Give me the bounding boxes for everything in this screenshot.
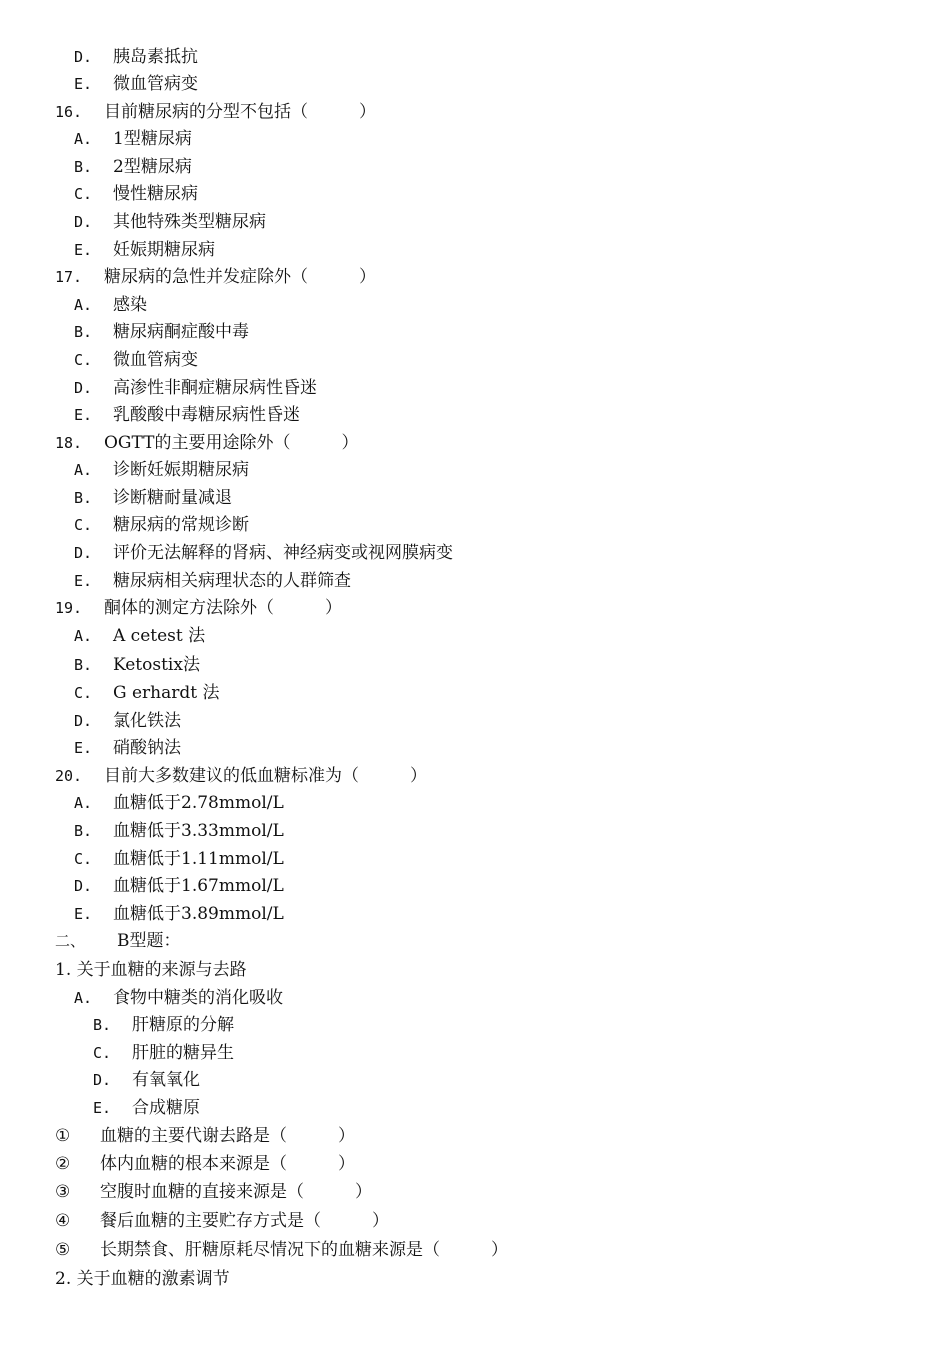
- option-marker: C.: [74, 516, 93, 534]
- option-marker: D.: [74, 877, 93, 895]
- option-line: [74, 128, 192, 150]
- sub-question-line: [55, 1181, 372, 1203]
- option-text: 硝酸钠法: [113, 738, 181, 758]
- option-text: 血糖低于3.89mmol/L: [113, 904, 284, 924]
- option-text: 血糖低于2.78mmol/L: [113, 793, 284, 813]
- option-text: 血糖低于1.67mmol/L: [113, 876, 284, 896]
- question-number: 20.: [55, 767, 83, 785]
- option-text: A cetest 法: [113, 626, 206, 646]
- question-line: [55, 765, 427, 787]
- option-line: [74, 404, 300, 426]
- question-number: 19.: [55, 599, 83, 617]
- option-text: 血糖低于1.11mmol/L: [113, 849, 284, 869]
- option-text: 氯化铁法: [113, 711, 181, 731]
- option-line: [74, 570, 351, 592]
- option-marker: E.: [74, 241, 93, 259]
- option-marker: A.: [74, 627, 93, 645]
- option-text: 糖尿病的常规诊断: [113, 515, 249, 535]
- option-text: Ketostix法: [113, 655, 200, 675]
- option-line: [74, 459, 249, 481]
- option-line: [74, 654, 200, 676]
- option-text: 胰岛素抵抗: [113, 47, 198, 67]
- question-line: [55, 597, 342, 619]
- option-line: [74, 349, 198, 371]
- question-number: 18.: [55, 434, 83, 452]
- option-marker: B.: [74, 822, 93, 840]
- sub-question-marker: ②: [55, 1154, 71, 1174]
- question-text: 目前大多数建议的低血糖标准为（ ）: [104, 766, 427, 786]
- sub-question-line: [55, 1239, 508, 1261]
- option-text: 诊断糖耐量减退: [113, 488, 232, 508]
- option-marker: A.: [74, 461, 93, 479]
- option-line: [74, 73, 198, 95]
- question-line: [55, 101, 376, 123]
- option-marker: B.: [74, 323, 93, 341]
- option-marker: A.: [74, 296, 93, 314]
- question-line: [55, 266, 376, 288]
- option-marker: A.: [74, 130, 93, 148]
- option-line: [93, 1097, 200, 1119]
- sub-question-line: [55, 1153, 355, 1175]
- option-marker: D.: [74, 544, 93, 562]
- option-marker: A.: [74, 794, 93, 812]
- option-text: 乳酸酸中毒糖尿病性昏迷: [113, 405, 300, 425]
- option-text: 1型糖尿病: [113, 129, 192, 149]
- option-text: 食物中糖类的消化吸收: [113, 988, 283, 1008]
- option-line: [93, 1042, 234, 1064]
- option-text: 合成糖原: [132, 1098, 200, 1118]
- section-heading: [55, 930, 181, 952]
- option-text: 微血管病变: [113, 74, 198, 94]
- option-text: 妊娠期糖尿病: [113, 240, 215, 260]
- sub-question-line: [55, 1210, 389, 1232]
- option-text: 其他特殊类型糖尿病: [113, 212, 266, 232]
- option-line: [74, 294, 147, 316]
- option-line: [74, 156, 192, 178]
- option-line: [74, 737, 181, 759]
- option-marker: B.: [74, 656, 93, 674]
- option-line: [93, 1014, 234, 1036]
- option-line: [74, 514, 249, 536]
- sub-question-text: 餐后血糖的主要贮存方式是（ ）: [100, 1211, 389, 1231]
- option-marker: D.: [74, 379, 93, 397]
- option-marker: C.: [74, 684, 93, 702]
- option-marker: E.: [74, 572, 93, 590]
- option-marker: E.: [74, 905, 93, 923]
- option-line: [74, 183, 198, 205]
- option-text: 高渗性非酮症糖尿病性昏迷: [113, 378, 317, 398]
- option-text: 糖尿病酮症酸中毒: [113, 322, 249, 342]
- option-marker: E.: [74, 406, 93, 424]
- option-line: [74, 987, 283, 1009]
- option-line: [74, 625, 205, 647]
- option-line: [74, 542, 453, 564]
- option-marker: D.: [74, 712, 93, 730]
- section-number: 二、: [55, 932, 86, 950]
- option-text: 诊断妊娠期糖尿病: [113, 460, 249, 480]
- sub-question-text: 长期禁食、肝糖原耗尽情况下的血糖来源是（ ）: [100, 1240, 508, 1260]
- sub-question-marker: ⑤: [55, 1240, 71, 1260]
- sub-question-marker: ③: [55, 1182, 71, 1202]
- option-text: 肝脏的糖异生: [132, 1043, 234, 1063]
- option-marker: B.: [93, 1016, 112, 1034]
- option-marker: C.: [74, 185, 93, 203]
- option-line: [74, 710, 181, 732]
- option-line: [74, 682, 220, 704]
- question-line: [55, 432, 359, 454]
- question-number: 16.: [55, 103, 83, 121]
- option-text: 血糖低于3.33mmol/L: [113, 821, 284, 841]
- option-line: [74, 792, 284, 814]
- option-text: 微血管病变: [113, 350, 198, 370]
- option-line: [74, 820, 284, 842]
- option-line: [74, 875, 284, 897]
- question-number: 17.: [55, 268, 83, 286]
- sub-question-text: 体内血糖的根本来源是（ ）: [100, 1154, 355, 1174]
- option-text: 有氧氧化: [132, 1070, 200, 1090]
- sub-question-marker: ①: [55, 1126, 71, 1146]
- option-text: 肝糖原的分解: [132, 1015, 234, 1035]
- sub-question-line: [55, 1125, 355, 1147]
- option-marker: C.: [74, 850, 93, 868]
- question-text: 糖尿病的急性并发症除外（ ）: [104, 267, 376, 287]
- question-text: OGTT的主要用途除外（ ）: [104, 433, 359, 453]
- option-marker: E.: [93, 1099, 112, 1117]
- option-line: [74, 211, 266, 233]
- question-text: 酮体的测定方法除外（ ）: [104, 598, 342, 618]
- group-heading: [55, 1268, 230, 1290]
- option-text: 2型糖尿病: [113, 157, 192, 177]
- option-marker: A.: [74, 989, 93, 1007]
- option-line: [74, 321, 249, 343]
- option-text: 感染: [113, 295, 147, 315]
- option-text: 糖尿病相关病理状态的人群筛查: [113, 571, 351, 591]
- sub-question-text: 血糖的主要代谢去路是（ ）: [100, 1126, 355, 1146]
- sub-question-text: 空腹时血糖的直接来源是（ ）: [100, 1182, 372, 1202]
- option-line: [74, 848, 284, 870]
- group-title: 2. 关于血糖的激素调节: [55, 1269, 230, 1289]
- question-text: 目前糖尿病的分型不包括（ ）: [104, 102, 376, 122]
- group-heading: [55, 959, 247, 981]
- option-marker: B.: [74, 489, 93, 507]
- option-line: [74, 903, 284, 925]
- option-marker: D.: [74, 213, 93, 231]
- option-line: [93, 1069, 200, 1091]
- group-title: 1. 关于血糖的来源与去路: [55, 960, 247, 980]
- option-text: G erhardt 法: [113, 683, 220, 703]
- option-marker: D.: [93, 1071, 112, 1089]
- option-line: [74, 377, 317, 399]
- option-line: [74, 239, 215, 261]
- option-marker: C.: [93, 1044, 112, 1062]
- option-marker: D.: [74, 48, 93, 66]
- sub-question-marker: ④: [55, 1211, 71, 1231]
- option-text: 慢性糖尿病: [113, 184, 198, 204]
- option-line: [74, 46, 198, 68]
- section-title: B型题：: [117, 931, 181, 951]
- option-marker: E.: [74, 75, 93, 93]
- option-marker: B.: [74, 158, 93, 176]
- option-marker: E.: [74, 739, 93, 757]
- option-text: 评价无法解释的肾病、神经病变或视网膜病变: [113, 543, 453, 563]
- option-marker: C.: [74, 351, 93, 369]
- option-line: [74, 487, 232, 509]
